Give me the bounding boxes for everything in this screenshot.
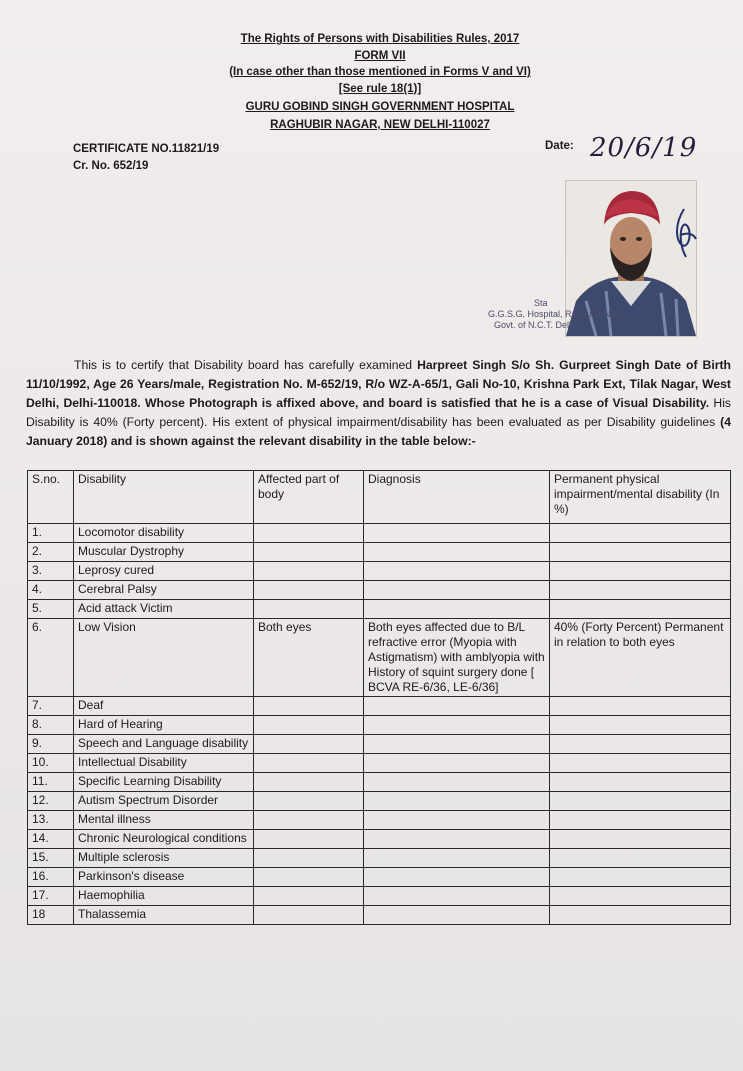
part-cell [254,830,364,849]
col-header-part: Affected part of body [254,471,364,524]
disability-cell: Intellectual Disability [74,754,254,773]
table-row [28,849,731,868]
disability-cell: Mental illness [74,811,254,830]
sno-cell: 18 [28,906,74,925]
disability-cell: Autism Spectrum Disorder [74,792,254,811]
diagnosis-cell [364,600,550,619]
paragraph-guidelines: (4 January 2018) and is shown against the relevant disability in the table below:- [26,415,731,448]
sno-cell: 13. [28,811,74,830]
disability-cell: Speech and Language disability [74,735,254,754]
diagnosis-cell [364,773,550,792]
sno-cell: 2. [28,543,74,562]
sno-cell: 5. [28,600,74,619]
part-cell [254,887,364,906]
percent-cell [550,906,731,925]
part-cell [254,792,364,811]
part-cell [254,906,364,925]
part-cell [254,811,364,830]
sno-cell: 6. [28,619,74,697]
diagnosis-cell [364,562,550,581]
table-row [28,906,731,925]
col-header-sno: S.no. [28,471,74,524]
percent-cell [550,697,731,716]
paragraph-intro: This is to certify that Disability board has carefully examined [74,358,413,372]
disability-cell: Multiple sclerosis [74,849,254,868]
part-cell [254,716,364,735]
stamp-line-1: Sta [534,298,548,308]
disability-cell: Cerebral Palsy [74,581,254,600]
disability-cell: Haemophilia [74,887,254,906]
diagnosis-cell [364,887,550,906]
col-header-diagnosis: Diagnosis [364,471,550,524]
disability-cell: Hard of Hearing [74,716,254,735]
hospital-address: RAGHUBIR NAGAR, NEW DELHI-110027 [270,119,490,131]
sno-cell: 1. [28,524,74,543]
part-cell [254,868,364,887]
percent-cell [550,773,731,792]
sno-cell: 10. [28,754,74,773]
diagnosis-cell [364,754,550,773]
percent-cell [550,716,731,735]
date-value: 20/6/19 [590,133,698,163]
cr-number: Cr. No. 652/19 [73,160,149,172]
percent-cell [550,792,731,811]
diagnosis-cell [364,543,550,562]
part-cell [254,697,364,716]
stamp-line-3: Govt. of N.C.T. Delhi [494,320,577,330]
diagnosis-cell: Both eyes affected due to B/L refractive error (Myopia with Astigmatism) with amblyopia with History of squint surgery done [ BCVA RE-6/36, LE-6/36] [364,619,550,697]
part-cell [254,524,364,543]
paragraph-extent: His extent of physical impairment/disability has been evaluated as per Disability guidelines [212,415,716,429]
paragraph-percent: His Disability is 40% (Forty percent). [26,396,731,429]
disability-cell: Chronic Neurological conditions [74,830,254,849]
sno-cell: 14. [28,830,74,849]
part-cell [254,849,364,868]
paragraph-address: Tilak Nagar, West Delhi, Delhi-110018. Whose Photograph is affixed above, and board is satisfied that he is a case of Visual Disability. [26,377,731,410]
sno-cell: 4. [28,581,74,600]
diagnosis-cell [364,524,550,543]
diagnosis-cell [364,581,550,600]
table-row [28,754,731,773]
percent-cell: 40% (Forty Percent) Permanent in relation to both eyes [550,619,731,697]
part-cell [254,562,364,581]
percent-cell [550,600,731,619]
part-cell [254,543,364,562]
percent-cell [550,524,731,543]
part-cell [254,773,364,792]
percent-cell [550,868,731,887]
percent-cell [550,735,731,754]
table-row [28,887,731,906]
sno-cell: 16. [28,868,74,887]
certificate-paragraph [26,356,731,451]
disability-cell: Specific Learning Disability [74,773,254,792]
col-header-percent: Permanent physical impairment/mental disability (In %) [550,471,731,524]
disability-cell: Acid attack Victim [74,600,254,619]
percent-cell [550,887,731,906]
sno-cell: 8. [28,716,74,735]
part-cell [254,735,364,754]
table-row [28,524,731,543]
diagnosis-cell [364,697,550,716]
diagnosis-cell [364,868,550,887]
sno-cell: 11. [28,773,74,792]
sno-cell: 7. [28,697,74,716]
percent-cell [550,811,731,830]
diagnosis-cell [364,830,550,849]
sno-cell: 9. [28,735,74,754]
table-row [28,581,731,600]
part-cell [254,581,364,600]
rules-title: The Rights of Persons with Disabilities Rules, 2017 [240,33,520,45]
part-cell: Both eyes [254,619,364,697]
diagnosis-cell [364,811,550,830]
disability-cell: Thalassemia [74,906,254,925]
certificate-number: CERTIFICATE NO.11821/19 [73,143,220,155]
diagnosis-cell [364,849,550,868]
table-row [28,600,731,619]
table-header-row [28,471,731,524]
sno-cell: 3. [28,562,74,581]
table-row [28,773,731,792]
sno-cell: 15. [28,849,74,868]
percent-cell [550,581,731,600]
percent-cell [550,849,731,868]
date-label: Date: [545,140,574,152]
sno-cell: 17. [28,887,74,906]
percent-cell [550,562,731,581]
table-row [28,697,731,716]
disability-cell: Leprosy cured [74,562,254,581]
diagnosis-cell [364,716,550,735]
signature-mark [670,205,698,265]
table-row [28,543,731,562]
table-row [28,619,731,697]
rule-reference: [See rule 18(1)] [338,83,422,95]
percent-cell [550,543,731,562]
sno-cell: 12. [28,792,74,811]
disability-cell: Locomotor disability [74,524,254,543]
disability-cell: Low Vision [74,619,254,697]
disability-table [27,470,731,925]
diagnosis-cell [364,735,550,754]
table-row [28,792,731,811]
table-row [28,830,731,849]
table-row [28,716,731,735]
stamp-line-2: G.G.S.G. Hospital, Raghubir Nagar [488,309,629,319]
table-row [28,868,731,887]
percent-cell [550,830,731,849]
disability-cell: Deaf [74,697,254,716]
col-header-disability: Disability [74,471,254,524]
diagnosis-cell [364,906,550,925]
disability-cell: Muscular Dystrophy [74,543,254,562]
table-row [28,811,731,830]
disability-cell: Parkinson's disease [74,868,254,887]
percent-cell [550,754,731,773]
paragraph-patient-details: Harpreet Singh S/o Sh. Gurpreet Singh Date of Birth 11/10/1992, Age 26 Years/male, Registration No. M-652/19, R/o WZ-A-65/1, Gali No-10, Krishna Park Ext, [26,358,731,391]
table-row [28,562,731,581]
part-cell [254,754,364,773]
table-row [28,735,731,754]
official-stamp [488,298,629,331]
hospital-name: GURU GOBIND SINGH GOVERNMENT HOSPITAL [245,101,515,113]
part-cell [254,600,364,619]
form-title: FORM VII [354,50,406,62]
diagnosis-cell [364,792,550,811]
form-subtitle: (In case other than those mentioned in Forms V and VI) [229,66,531,78]
